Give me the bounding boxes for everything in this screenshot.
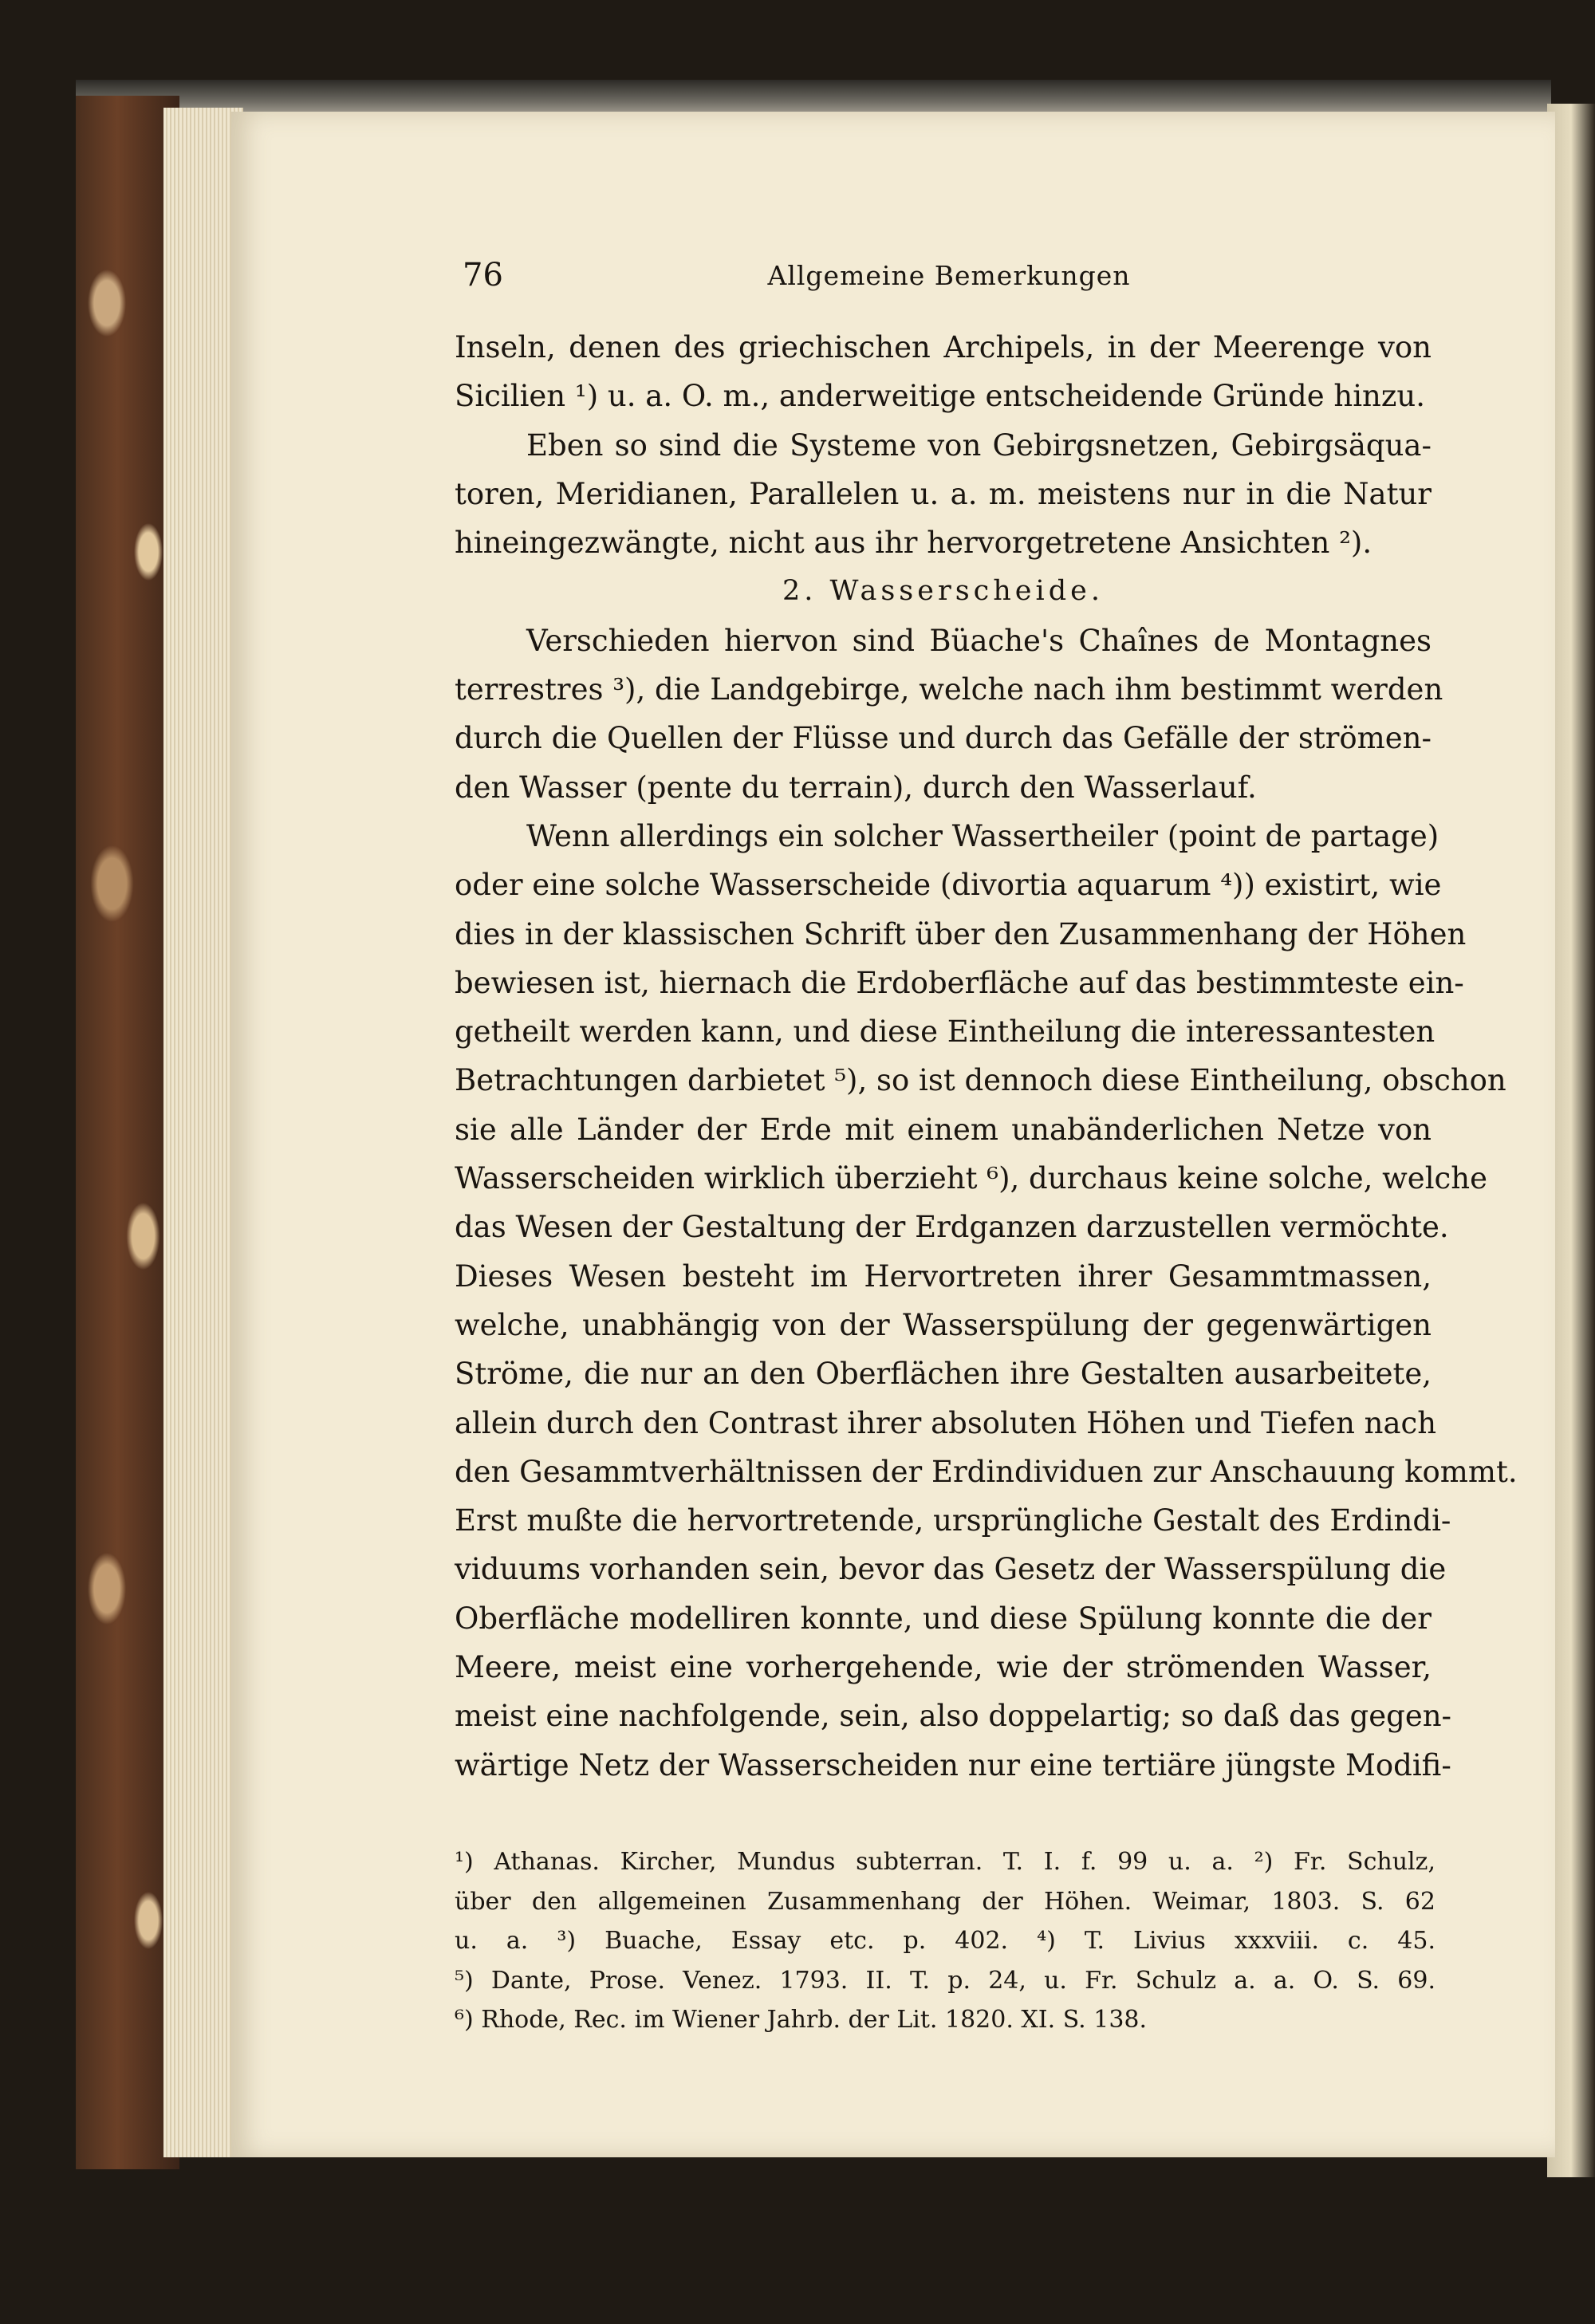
text-line: durch die Quellen der Flüsse und durch das Gefälle der strömen-	[455, 721, 1432, 756]
text-line: meist eine nachfolgende, sein, also doppelartig; so daß das gegen-	[455, 1699, 1452, 1734]
text-line: dies in der klassischen Schrift über den Zusammenhang der Höhen	[455, 916, 1467, 951]
text-line: Meere, meist eine vorhergehende, wie der strömenden Wasser,	[455, 1650, 1432, 1685]
text-line: den Gesammtverhältnissen der Erdindividuen zur Anschauung kommt.	[455, 1454, 1518, 1489]
text-line: bewiesen ist, hiernach die Erdoberfläche auf das bestimmteste ein-	[455, 965, 1464, 1000]
text-line: Ströme, die nur an den Oberflächen ihre Gestalten ausarbeitete,	[455, 1357, 1432, 1392]
footnote-line: u. a. ³) Buache, Essay etc. p. 402. ⁴) T. Livius xxxviii. c. 45.	[455, 1927, 1436, 1955]
text-line: Inseln, denen des griechischen Archipels, in der Meerenge von	[455, 330, 1432, 364]
page-number: 76	[463, 257, 503, 293]
text-line: Betrachtungen darbietet ⁵), so ist dennoch diese Eintheilung, obschon	[455, 1063, 1506, 1098]
text-line: terrestres ³), die Landgebirge, welche nach ihm bestimmt werden	[455, 672, 1443, 707]
text-line: hineingezwängte, nicht aus ihr hervorgetretene Ansichten ²).	[455, 526, 1372, 561]
footnote-line: ¹) Athanas. Kircher, Mundus subterran. T. I. f. 99 u. a. ²) Fr. Schulz,	[455, 1848, 1436, 1876]
text-line: den Wasser (pente du terrain), durch den Wasserlauf.	[455, 770, 1257, 805]
text-line: wärtige Netz der Wasserscheiden nur eine tertiäre jüngste Modifi-	[455, 1747, 1451, 1782]
footnote-line: über den allgemeinen Zusammenhang der Höhen. Weimar, 1803. S. 62	[455, 1887, 1436, 1916]
text-line: Verschieden hiervon sind Büache's Chaînes de Montagnes	[526, 623, 1432, 658]
text-line: Wenn allerdings ein solcher Wassertheiler (point de partage)	[526, 818, 1439, 853]
body-text	[455, 323, 1518, 1790]
text-line: allein durch den Contrast ihrer absoluten Höhen und Tiefen nach	[455, 1405, 1437, 1440]
text-line: getheilt werden kann, und diese Eintheilung die interessantesten	[455, 1014, 1436, 1050]
text-line: toren, Meridianen, Parallelen u. a. m. meistens nur in die Natur	[455, 476, 1432, 511]
section-heading: 2. Wasserscheide.	[782, 575, 1104, 608]
text-line: Dieses Wesen besteht im Hervortreten ihrer Gesammtmassen,	[455, 1259, 1432, 1294]
text-line: viduums vorhanden sein, bevor das Gesetz der Wasserspülung die	[455, 1552, 1447, 1587]
footnote-line: ⁶) Rhode, Rec. im Wiener Jahrb. der Lit. 1820. XI. S. 138.	[455, 2006, 1148, 2034]
book-cover-top-edge	[76, 80, 1551, 116]
footnote-line: ⁵) Dante, Prose. Venez. 1793. II. T. p. 24, u. Fr. Schulz a. a. O. S. 69.	[455, 1966, 1436, 1995]
text-line: Oberfläche modelliren konnte, und diese Spülung konnte die der	[455, 1601, 1432, 1636]
running-title: Allgemeine Bemerkungen	[767, 260, 1131, 291]
text-line: welche, unabhängig von der Wasserspülung der gegenwärtigen	[455, 1307, 1432, 1342]
footnotes	[455, 1842, 1436, 2040]
text-line: sie alle Länder der Erde mit einem unabänderlichen Netze von	[455, 1112, 1432, 1147]
text-line: Sicilien ¹) u. a. O. m., anderweitige entscheidende Gründe hinzu.	[455, 379, 1425, 414]
text-line: Erst mußte die hervortretende, ursprüngliche Gestalt des Erdindi-	[455, 1503, 1451, 1538]
text-line: oder eine solche Wasserscheide (divortia aquarum ⁴)) existirt, wie	[455, 868, 1442, 903]
page-header	[463, 257, 1436, 305]
text-line: Eben so sind die Systeme von Gebirgsnetzen, Gebirgsäqua-	[526, 427, 1432, 463]
text-line: Wasserscheiden wirklich überzieht ⁶), durchaus keine solche, welche	[455, 1161, 1487, 1196]
text-line: das Wesen der Gestaltung der Erdganzen darzustellen vermöchte.	[455, 1210, 1449, 1245]
